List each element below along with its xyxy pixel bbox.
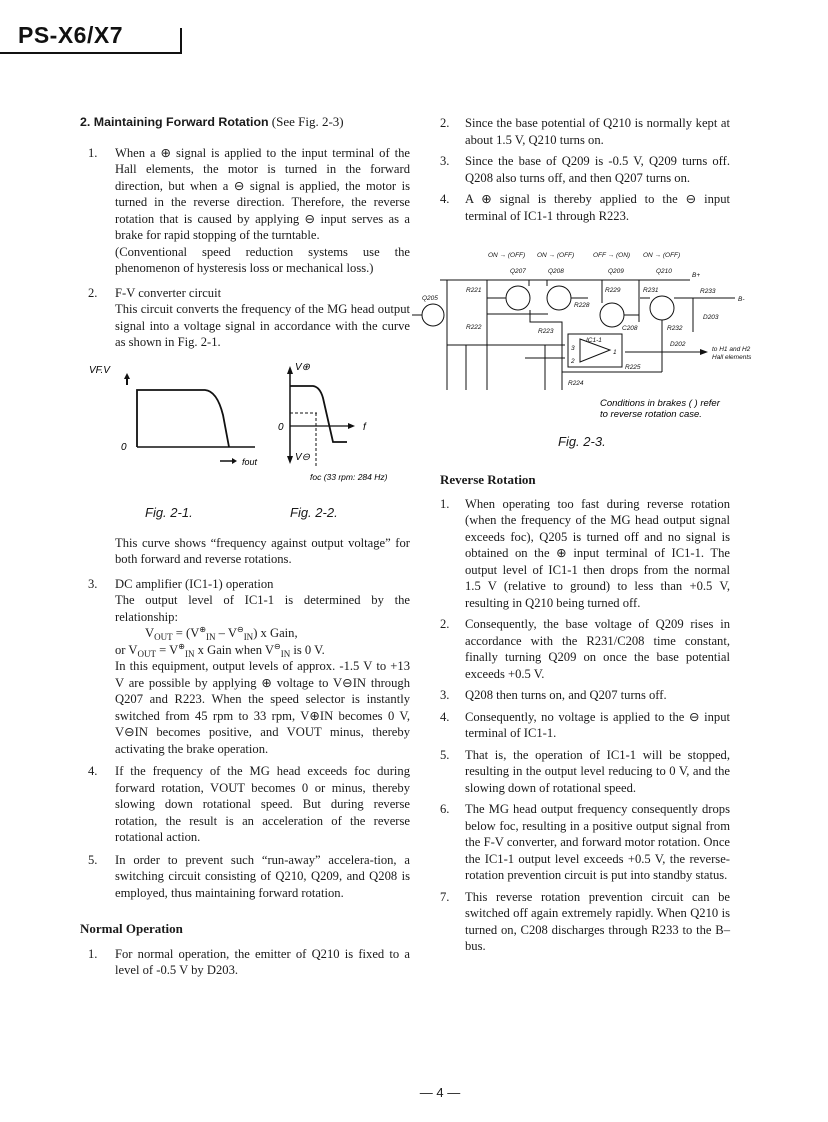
item-number: 5. xyxy=(88,852,98,867)
item-number: 7. xyxy=(440,889,450,904)
item-note: (Conventional speed reduction systems use the phenomenon of hysteresis loss or mechanical loss.) xyxy=(115,244,410,275)
list-item xyxy=(440,747,730,797)
fig23-note: to reverse rotation case. xyxy=(600,409,702,420)
list-item xyxy=(440,496,730,612)
list-item xyxy=(80,852,410,902)
svg-text:Q210: Q210 xyxy=(656,268,672,275)
state-q208: ON → (OFF) xyxy=(537,252,575,259)
fv-curve xyxy=(137,390,229,447)
item-text: A ⊕ signal is thereby applied to the ⊖ input terminal of IC1-1 through R223. xyxy=(465,192,730,223)
curve-description: This curve shows “frequency against output voltage” for both forward and reverse rotations. xyxy=(115,535,410,566)
list-item xyxy=(80,946,410,979)
item-text: Q208 then turns on, and Q207 turns off. xyxy=(465,688,667,702)
svg-text:1: 1 xyxy=(613,349,617,356)
list-item xyxy=(440,889,730,955)
state-q207: ON → (OFF) xyxy=(488,252,526,259)
heading-title: 2. Maintaining Forward Rotation xyxy=(80,115,269,129)
item-number: 3. xyxy=(440,154,450,168)
item-text: The output level of IC1-1 is determined by the relationship: xyxy=(115,593,410,624)
heading-ref: (See Fig. 2-3) xyxy=(271,114,344,129)
fig23-caption: Fig. 2-3. xyxy=(558,434,606,449)
fig22-note: foc (33 rpm: 284 Hz) xyxy=(310,471,388,482)
fig21-xaxis-label xyxy=(220,455,270,469)
svg-text:B-: B- xyxy=(738,296,745,303)
item-text: That is, the operation of IC1-1 will be stopped, resulting in the output level reducing to 0 V, and the slowing down of rotational speed. xyxy=(465,747,730,795)
item-number: 6. xyxy=(440,802,450,816)
figure-2-2 xyxy=(275,360,410,490)
model-logo: PS-X6/X7 xyxy=(18,22,123,48)
svg-text:R231: R231 xyxy=(643,287,659,294)
list-item xyxy=(440,801,730,884)
fig23-note: Conditions in brakes ( ) refer xyxy=(600,398,720,409)
svg-text:Q207: Q207 xyxy=(510,268,526,275)
svg-text:IC1-1: IC1-1 xyxy=(586,337,602,344)
item-text: This reverse rotation prevention circuit can be switched off again extremely rapidly. When Q210 is turned on, C208 discharges through R233 to the B– bus. xyxy=(465,889,730,953)
list-item xyxy=(80,576,410,758)
fig22-vplus: V⊕ xyxy=(295,361,311,373)
item-text: Since the base potential of Q210 is normally kept at about 1.5 V, Q210 turns on. xyxy=(465,116,730,147)
right-column xyxy=(422,115,752,955)
item-number: 3. xyxy=(440,688,450,702)
state-q209: OFF → (ON) xyxy=(593,252,631,259)
svg-text:Q205: Q205 xyxy=(422,295,438,302)
item-text: Consequently, no voltage is applied to the ⊖ input terminal of IC1-1. xyxy=(465,709,730,740)
svg-text:R228: R228 xyxy=(574,302,590,309)
item-number: 4. xyxy=(88,764,98,778)
svg-text:R233: R233 xyxy=(700,288,716,295)
item-number: 4. xyxy=(440,192,450,206)
list-item xyxy=(440,709,730,742)
list-item xyxy=(440,153,730,186)
item-text: This circuit converts the frequency of the MG head output signal into a voltage signal in accordance with the curve as shown in Fig. 2-1. xyxy=(115,302,410,349)
item-text: In this equipment, output levels of approx. -1.5 V to +13 V are possible by applying ⊕ voltage to V⊖IN through Q207 and R223. When the speed selector is instantly switched from 45 rpm to 33 rpm, V⊕IN becomes 0 V, V⊖IN becomes positive, and VOUT minus, thereby activating the brake operation. xyxy=(115,659,410,756)
svg-text:R223: R223 xyxy=(538,328,554,335)
item-title: DC amplifier (IC1-1) operation xyxy=(115,576,274,591)
page-number: — 4 — xyxy=(419,1085,461,1100)
formula-vout-alt: or $V_{OUT} = V^\oplus_{IN}$ x Gain when $V^⊖_{IN}$ is 0 V. xyxy=(115,641,325,659)
item-text: Since the base of Q209 is -0.5 V, Q209 turns off. Q208 also turns off, and then Q207 turns on. xyxy=(465,154,730,185)
reverse-rotation-heading: Reverse Rotation xyxy=(440,472,536,487)
svg-text:Hall elements: Hall elements xyxy=(712,354,752,361)
item-text: In order to prevent such “run-away” accelera-tion, a switching circuit consisting of Q210, Q209, and Q208 is employed, thus maintaining forward rotation. xyxy=(115,852,410,900)
svg-text:3: 3 xyxy=(571,345,575,352)
svg-text:B+: B+ xyxy=(692,272,701,279)
section-heading xyxy=(80,114,410,131)
svg-text:Q209: Q209 xyxy=(608,268,624,275)
list-item xyxy=(440,687,730,704)
fig22-zero: 0 xyxy=(278,421,284,433)
list-item xyxy=(440,616,730,682)
item-number: 1. xyxy=(440,496,450,511)
left-column xyxy=(80,114,410,979)
svg-text:to H1 and H2: to H1 and H2 xyxy=(712,346,751,353)
svg-text:R229: R229 xyxy=(605,287,621,294)
header-rule xyxy=(0,52,180,54)
svg-text:R222: R222 xyxy=(466,324,482,331)
item-number: 2. xyxy=(440,116,450,130)
item-title: F-V converter circuit xyxy=(115,285,222,300)
item-number: 2. xyxy=(88,285,98,300)
svg-text:D202: D202 xyxy=(670,341,686,348)
item-text: For normal operation, the emitter of Q210 is fixed to a level of -0.5 V by D203. xyxy=(115,946,410,977)
item-number: 5. xyxy=(440,747,450,762)
formula-vout: $V_{OUT} = (V^\oplus_{IN} - V^⊖_{IN})$ x Gain, xyxy=(145,625,298,642)
item-text: When operating too fast during reverse rotation (when the frequency of the MG head output signal exceeds foc), Q205 is turned off and no signal is obtained on the ⊕ input terminal of IC1-1. The output level of IC1-1 then drops from the normal 1.5 V (relative to ground) to less than +0.5 V, resulting in Q210 being turned off. xyxy=(465,496,730,610)
fig21-ylabel: VF.V xyxy=(89,364,110,376)
list-item xyxy=(80,145,410,277)
item-number: 4. xyxy=(440,709,450,724)
fig22-caption: Fig. 2-2. xyxy=(290,504,338,520)
svg-text:2: 2 xyxy=(571,358,575,365)
header-divider xyxy=(180,28,182,54)
fig21-xlabel: fout xyxy=(242,456,258,467)
fig21-zero: 0 xyxy=(121,441,127,453)
list-item xyxy=(440,191,730,224)
item-number: 2. xyxy=(440,617,450,631)
list-item xyxy=(440,115,730,148)
figure-2-3 xyxy=(422,242,752,454)
list-item xyxy=(80,285,410,351)
state-q210: ON → (OFF) xyxy=(643,252,681,259)
svg-text:R224: R224 xyxy=(568,380,584,387)
figure-2-3-schematic xyxy=(400,242,760,432)
item-text: When a ⊕ signal is applied to the input terminal of the Hall elements, the motor is turned in the forward direction, but when a ⊖ signal is applied, the motor is turned in the reverse direction. Therefore, the reverse rotation that is caused by applying ⊖ input serves as a brake for rapid stopping of the turntable. xyxy=(115,145,410,242)
svg-text:R232: R232 xyxy=(667,325,683,332)
normal-operation-heading: Normal Operation xyxy=(80,921,183,936)
svg-text:D203: D203 xyxy=(703,314,719,321)
fig21-caption: Fig. 2-1. xyxy=(145,504,193,520)
item-number: 1. xyxy=(88,145,98,160)
svg-text:Q208: Q208 xyxy=(548,268,564,275)
svg-text:R225: R225 xyxy=(625,364,641,371)
list-item xyxy=(80,763,410,846)
fig22-xlabel: f xyxy=(363,421,366,433)
item-text: If the frequency of the MG head exceeds foc during forward rotation, VOUT becomes 0 or minus, thereby slowing down rotational speed. But during reverse rotation, the result is an acceleration of the reverse rotational action. xyxy=(115,764,410,844)
fig22-vminus: V⊖ xyxy=(295,451,311,463)
item-text: The MG head output frequency consequently drops below foc, resulting in a positive output signal from the F-V converter, and forward motor rotation. Once the IC1-1 output level exceeds +0.5 V, the reverse-rotation prevention circuit is put into standby status. xyxy=(465,802,730,882)
item-number: 3. xyxy=(88,576,98,591)
figures-2-1-2-2 xyxy=(80,355,410,527)
svg-text:C208: C208 xyxy=(622,325,638,332)
svg-text:R221: R221 xyxy=(466,287,482,294)
item-text: Consequently, the base voltage of Q209 rises in accordance with the R231/C208 time constant, finally turning Q209 on once the base potential exceeds +0.5 V. xyxy=(465,617,730,681)
figure-2-1 xyxy=(85,355,255,455)
item-number: 1. xyxy=(88,946,98,961)
